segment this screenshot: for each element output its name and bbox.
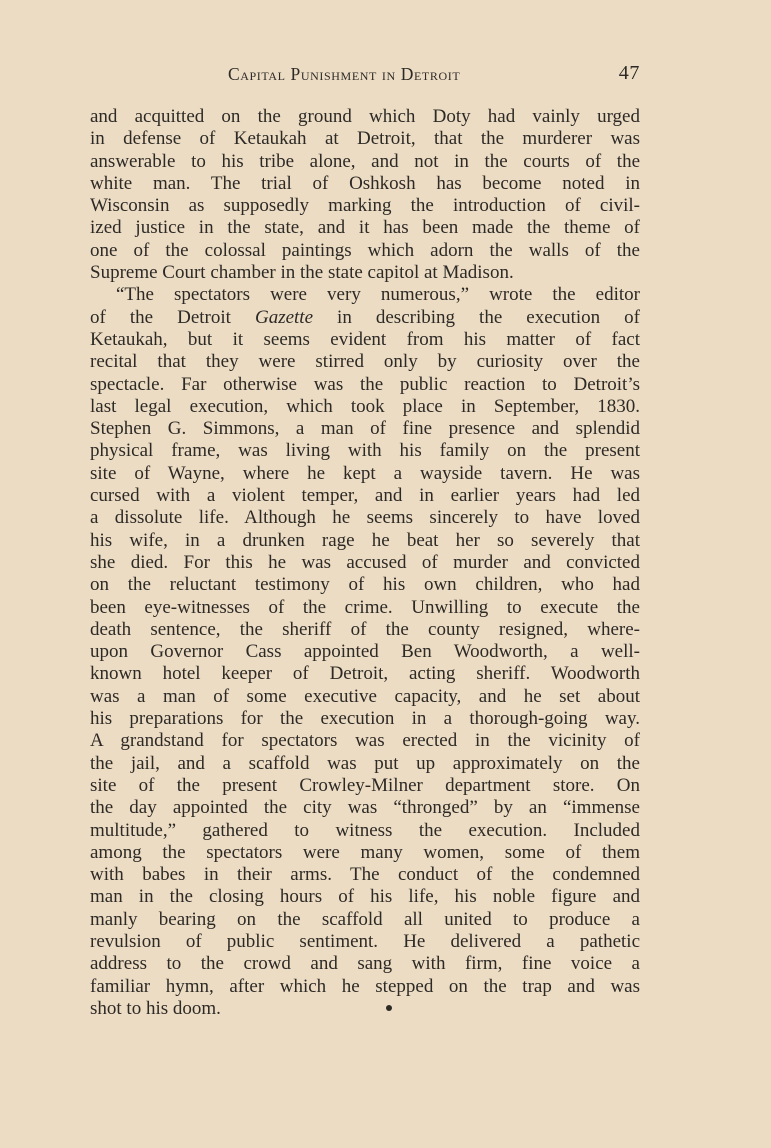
text-line: the jail, and a scaffold was put up approximately on the [90,752,640,774]
text-line: in defense of Ketaukah at Detroit, that the murderer was [90,128,640,150]
text-line: shot to his doom. [90,997,221,1019]
page-number: 47 [618,62,640,84]
running-header [90,62,640,90]
text-line-with-italic [90,307,640,329]
text-line: been eye-witnesses of the crime. Unwilling to execute the [90,596,640,618]
text-line: revulsion of public sentiment. He delivered a pathetic [90,930,640,952]
text-line: ized justice in the state, and it has been made the theme of [90,217,640,239]
text-line: “The spectators were very numerous,” wrote the editor [116,284,640,306]
text-line: upon Governor Cass appointed Ben Woodworth, a well- [90,641,640,663]
text-line: manly bearing on the scaffold all united to produce a [90,908,640,930]
text-line: man in the closing hours of his life, his noble figure and [90,886,640,908]
text-line: the day appointed the city was “thronged” by an “immense [90,797,640,819]
text-line: Stephen G. Simmons, a man of fine presence and splendid [90,418,640,440]
text-segment: of the Detroit [90,306,255,328]
text-line: white man. The trial of Oshkosh has become noted in [90,172,640,194]
text-line: cursed with a violent temper, and in earlier years had led [90,485,640,507]
text-line: recital that they were stirred only by curiosity over the [90,351,640,373]
text-line: answerable to his tribe alone, and not in the courts of the [90,150,640,172]
text-line: address to the crowd and sang with firm, fine voice a [90,953,640,975]
text-line: Ketaukah, but it seems evident from his matter of fact [90,328,640,350]
text-line: death sentence, the sheriff of the county resigned, where- [90,618,640,640]
text-line: and acquitted on the ground which Doty had vainly urged [90,106,640,127]
text-line: with babes in their arms. The conduct of the condemned [90,864,640,886]
text-line: Supreme Court chamber in the state capitol at Madison. [90,262,514,284]
text-line: one of the colossal paintings which adorn the walls of the [90,239,640,261]
text-line: was a man of some executive capacity, and he set about [90,685,640,707]
text-line: his preparations for the execution in a thorough-going way. [90,708,640,730]
text-line: multitude,” gathered to witness the execution. Included [90,819,640,841]
end-ornament-dot [386,1005,392,1011]
text-line: among the spectators were many women, some of them [90,841,640,863]
text-line: she died. For this he was accused of murder and convicted [90,551,640,573]
text-line: last legal execution, which took place in September, 1830. [90,395,640,417]
text-line: a dissolute life. Although he seems sincerely to have loved [90,507,640,529]
running-title: Capital Punishment in Detroit [228,64,461,84]
newspaper-title: Gazette [254,306,314,328]
text-line: physical frame, was living with his family on the present [90,440,640,462]
text-line: known hotel keeper of Detroit, acting sheriff. Woodworth [90,663,640,685]
text-line: familiar hymn, after which he stepped on the trap and was [90,975,640,997]
body-text [90,106,640,1020]
text-line: site of the present Crowley-Milner department store. On [90,774,640,796]
text-line: spectacle. Far otherwise was the public reaction to Detroit’s [90,373,640,395]
text-line: Wisconsin as supposedly marking the introduction of civil- [90,195,640,217]
text-segment: in describing the execution of [313,306,640,328]
text-line: site of Wayne, where he kept a wayside tavern. He was [90,462,640,484]
text-line: on the reluctant testimony of his own children, who had [90,574,640,596]
text-line: A grandstand for spectators was erected in the vicinity of [90,730,640,752]
text-line: his wife, in a drunken rage he beat her so severely that [90,529,640,551]
